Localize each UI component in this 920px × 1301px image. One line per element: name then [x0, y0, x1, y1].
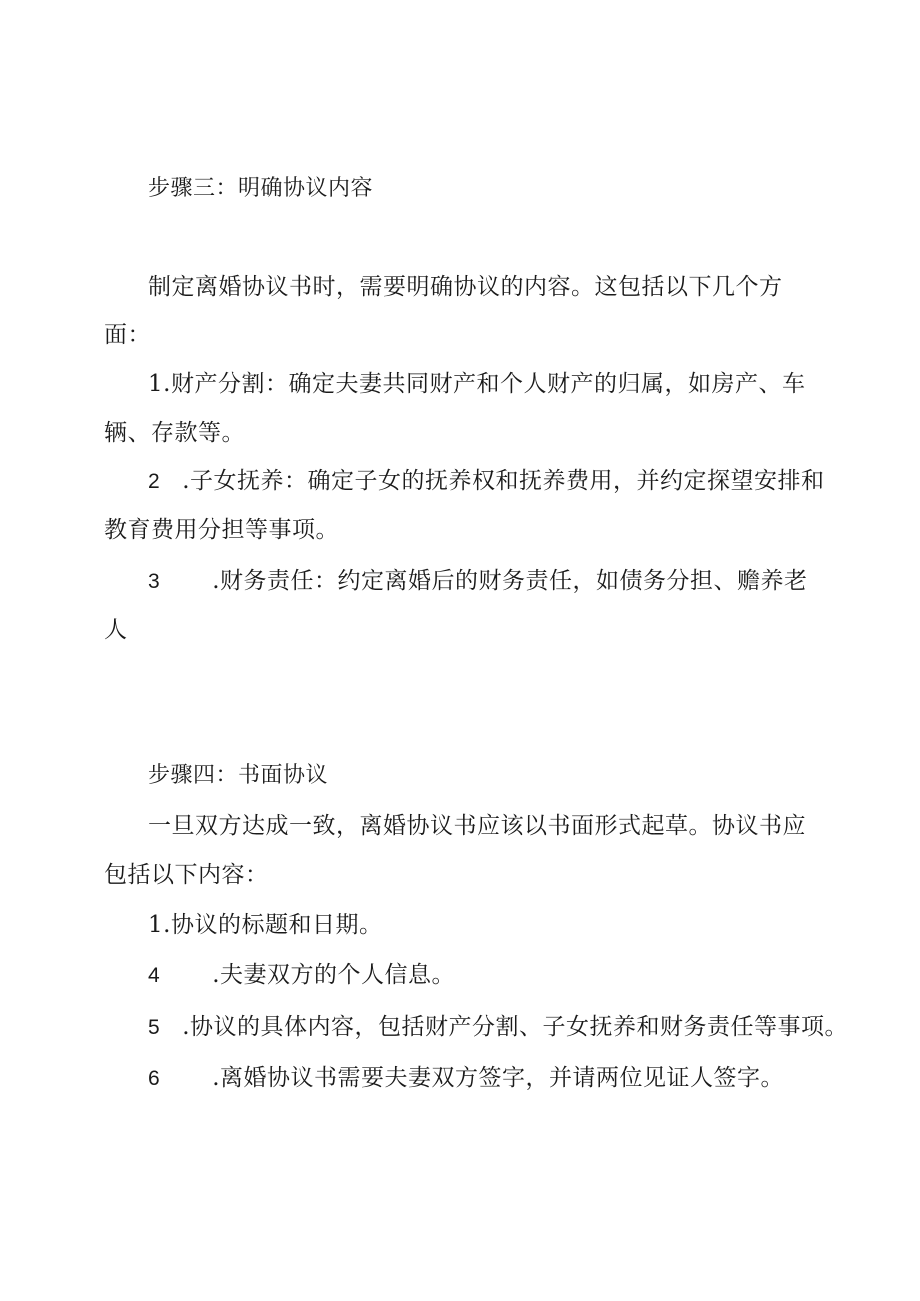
- section4-item6-number: 6: [148, 1067, 161, 1090]
- section3-heading: 步骤三：明确协议内容: [148, 176, 374, 201]
- section4-item4: [148, 960, 455, 991]
- section4-intro-line1: 一旦双方达成一致，离婚协议书应该以书面形式起草。协议书应: [148, 813, 806, 839]
- section4-item5-number: 5: [148, 1016, 161, 1039]
- section3-item2-line2: 教育费用分担等事项。: [104, 517, 339, 543]
- section3-intro-line2: 面：: [104, 322, 151, 348]
- section4-item4-text: .夫妻双方的个人信息。: [212, 962, 455, 988]
- section3-item2-text: .子女抚养：确定子女的抚养权和抚养费用，并约定探望安排和: [182, 468, 825, 494]
- section4-item5-text: .协议的具体内容，包括财产分割、子女抚养和财务责任等事项。: [182, 1014, 848, 1040]
- section3-intro-line1: 制定离婚协议书时，需要明确协议的内容。这包括以下几个方: [148, 274, 783, 300]
- section3-item1-line2: 辆、存款等。: [104, 420, 245, 446]
- section3-item2-line1: [148, 466, 825, 497]
- section3-item2-number: 2: [148, 470, 161, 493]
- section4-item1: 1.协议的标题和日期。: [148, 912, 383, 938]
- section4-heading: 步骤四：书面协议: [148, 763, 329, 788]
- section4-intro-line2: 包括以下内容：: [104, 862, 269, 888]
- section4-item6-text: .离婚协议书需要夫妻双方签字，并请两位见证人签字。: [212, 1065, 784, 1091]
- section3-item3-number: 3: [148, 570, 161, 593]
- section3-item3-line2: 人: [104, 617, 128, 643]
- section4-item4-number: 4: [148, 964, 161, 987]
- section3-item1-line1: 1.财产分割：确定夫妻共同财产和个人财产的归属，如房产、车: [148, 371, 806, 397]
- section4-item6: [148, 1063, 784, 1094]
- section3-item3-line1: [148, 566, 808, 597]
- section4-item5: [148, 1012, 848, 1043]
- section3-item3-text: .财务责任：约定离婚后的财务责任，如债务分担、赡养老: [212, 568, 808, 594]
